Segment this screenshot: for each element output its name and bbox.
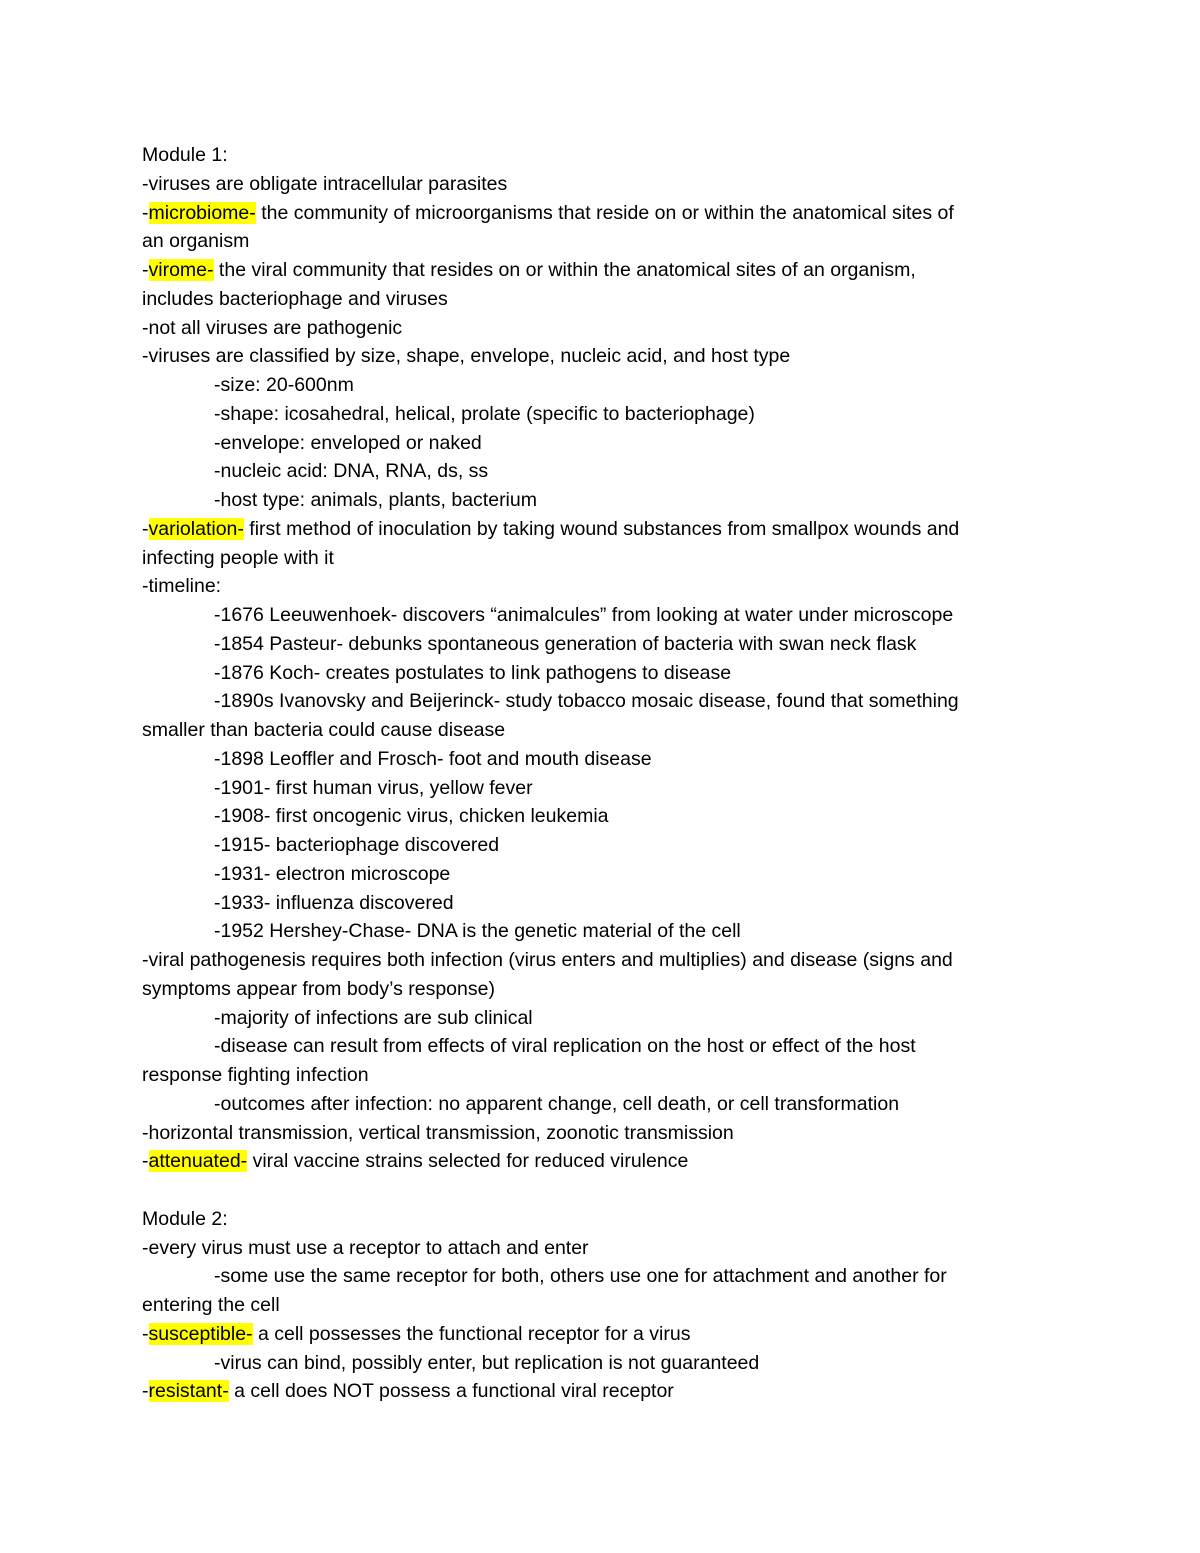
sub-note-line: -outcomes after infection: no apparent change, cell death, or cell transformation — [214, 1092, 900, 1115]
timeline-item: -1854 Pasteur- debunks spontaneous generation of bacteria with swan neck flask — [214, 632, 917, 655]
timeline-item: -1901- first human virus, yellow fever — [214, 776, 533, 799]
definition-susceptible — [142, 1320, 1082, 1349]
module-1-heading: Module 1: — [142, 144, 228, 166]
note-line: -viral pathogenesis requires both infection (virus enters and multiplies) and disease (signs and — [142, 949, 953, 971]
sub-note-line: -disease can result from effects of viral replication on the host or effect of the host — [214, 1035, 916, 1058]
note-line: -not all viruses are pathogenic — [142, 316, 403, 339]
timeline-item: -1676 Leeuwenhoek- discovers “animalcules” from looking at water under microscope — [214, 604, 954, 626]
dash: - — [142, 1322, 149, 1345]
dash: - — [142, 201, 149, 224]
dash: - — [142, 517, 149, 540]
note-line: -every virus must use a receptor to attach and enter — [142, 1236, 589, 1259]
definition-virome — [142, 256, 1082, 285]
definition-text: first method of inoculation by taking wound substances from smallpox wounds and — [243, 517, 960, 540]
definition-continuation: infecting people with it — [142, 546, 334, 569]
note-line: -viruses are classified by size, shape, envelope, nucleic acid, and host type — [142, 345, 791, 368]
sub-note-line: -host type: animals, plants, bacterium — [214, 489, 537, 511]
definition-attenuated — [142, 1147, 1082, 1176]
sub-note-line: -shape: icosahedral, helical, prolate (specific to bacteriophage) — [214, 402, 755, 425]
sub-note-line: -envelope: enveloped or naked — [214, 431, 482, 454]
timeline-item: -1876 Koch- creates postulates to link pathogens to disease — [214, 661, 732, 684]
highlighted-term: virome- — [148, 259, 214, 281]
sub-note-line: -majority of infections are sub clinical — [214, 1006, 533, 1029]
highlighted-term: attenuated- — [148, 1150, 248, 1173]
sub-note-line: -virus can bind, possibly enter, but replication is not guaranteed — [214, 1351, 760, 1374]
timeline-item: -1898 Leoffler and Frosch- foot and mouth disease — [214, 747, 652, 770]
note-line-continuation: entering the cell — [142, 1294, 280, 1316]
definition-text: a cell possesses the functional receptor for a virus — [252, 1322, 691, 1345]
timeline-item-continuation: smaller than bacteria could cause disease — [142, 719, 506, 741]
timeline-item: -1908- first oncogenic virus, chicken leukemia — [214, 805, 609, 828]
document-page — [142, 141, 1082, 1406]
note-line-continuation: symptoms appear from body’s response) — [142, 977, 495, 1000]
timeline-item: -1931- electron microscope — [214, 862, 451, 885]
sub-note-line: -size: 20-600nm — [214, 374, 354, 396]
definition-continuation: an organism — [142, 230, 250, 253]
definition-variolation — [142, 515, 1082, 544]
module-2-heading: Module 2: — [142, 1207, 228, 1230]
note-line: -horizontal transmission, vertical transmission, zoonotic transmission — [142, 1121, 734, 1144]
definition-text: viral vaccine strains selected for reduced virulence — [247, 1150, 689, 1173]
definition-continuation: includes bacteriophage and viruses — [142, 287, 448, 310]
highlighted-term: resistant- — [148, 1380, 229, 1403]
dash: - — [142, 1150, 149, 1173]
definition-microbiome — [142, 199, 1082, 228]
blank-line — [142, 1176, 1082, 1205]
definition-text: the community of microorganisms that reside on or within the anatomical sites of — [255, 201, 954, 224]
timeline-item: -1890s Ivanovsky and Beijerinck- study tobacco mosaic disease, found that something — [214, 690, 959, 713]
definition-text: the viral community that resides on or within the anatomical sites of an organism, — [213, 259, 916, 281]
highlighted-term: microbiome- — [148, 201, 256, 224]
timeline-item: -1933- influenza discovered — [214, 891, 454, 914]
dash: - — [142, 1380, 149, 1403]
timeline-heading: -timeline: — [142, 575, 222, 598]
note-line-continuation: response fighting infection — [142, 1064, 369, 1086]
timeline-item: -1952 Hershey-Chase- DNA is the genetic material of the cell — [214, 920, 741, 943]
definition-text: a cell does NOT possess a functional viral receptor — [228, 1380, 674, 1403]
dash: - — [142, 259, 149, 281]
timeline-item: -1915- bacteriophage discovered — [214, 834, 500, 856]
sub-note-line: -some use the same receptor for both, others use one for attachment and another for — [214, 1265, 947, 1288]
highlighted-term: susceptible- — [148, 1322, 253, 1345]
definition-resistant — [142, 1377, 1082, 1406]
sub-note-line: -nucleic acid: DNA, RNA, ds, ss — [214, 460, 489, 483]
highlighted-term: variolation- — [148, 517, 244, 540]
note-line: -viruses are obligate intracellular parasites — [142, 172, 508, 195]
